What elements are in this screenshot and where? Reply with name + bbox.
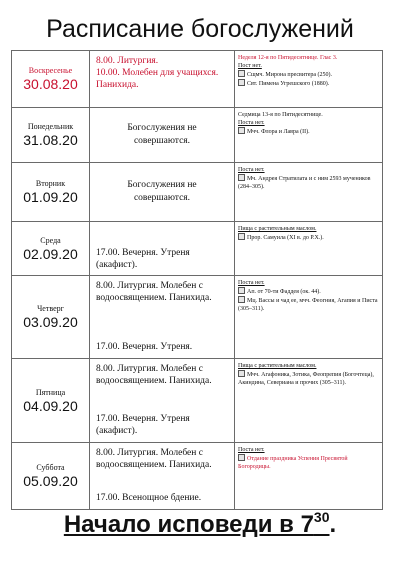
schedule-row <box>12 163 383 222</box>
day-date: 30.08.20 <box>23 76 78 92</box>
notes-cell <box>235 108 383 163</box>
schedule-row <box>12 359 383 443</box>
notes-cell <box>235 359 383 443</box>
confession-text: Начало исповеди в 7 <box>63 511 314 538</box>
day-name: Среда <box>40 235 61 245</box>
commemoration: Мчч. Агафоника, Зотика, Феопрепия (Богочтеца), Акиндина, Севериана и прочих (305–311). <box>238 372 374 386</box>
service-line: 17.00. Вечерня. Утреня. <box>96 342 193 352</box>
service-line: Богослужения не совершаются. <box>127 123 197 146</box>
services-cell <box>90 51 235 108</box>
service-line: 8.00. Литургия. <box>96 56 159 66</box>
confession-end: . <box>329 511 337 538</box>
day-name: Четверг <box>37 304 64 313</box>
service-line: 8.00. Литургия. Молебен с водоосвящением. Панихида. <box>96 281 212 303</box>
services-cell <box>90 163 235 222</box>
commemoration: Ап. от 70-ти Фаддея (ок. 44). <box>247 289 321 295</box>
day-date: 01.09.20 <box>23 189 78 205</box>
day-name: Воскресенье <box>28 66 73 75</box>
saint-icon <box>238 174 245 181</box>
day-date: 02.09.20 <box>23 245 78 262</box>
fast-note: Поста нет. <box>238 120 265 126</box>
notes-heading: Неделя 12-я по Пятидесятнице. Глас 3. <box>238 55 338 61</box>
schedule-row <box>12 443 383 510</box>
service-line: Богослужения не совершаются. <box>127 180 197 203</box>
notes-cell <box>235 222 383 276</box>
day-name: Пятница <box>35 387 66 397</box>
notes-heading: Пища с растительным маслом. <box>238 363 317 369</box>
day-cell <box>12 443 90 510</box>
notes-heading: Поста нет. <box>238 447 265 453</box>
day-date: 04.09.20 <box>23 397 78 414</box>
schedule-row <box>12 108 383 163</box>
saint-icon <box>238 370 245 377</box>
page-title: Расписание богослужений <box>46 15 354 43</box>
schedule-row <box>12 51 383 108</box>
service-line: 17.00. Вечерня. Утреня (акафист). <box>96 414 190 436</box>
service-line: 8.00. Литургия. Молебен с водоосвящением. Панихида. <box>96 448 212 470</box>
services-cell <box>90 108 235 163</box>
commemoration: Сщмч. Мирона пресвитера (250). <box>247 72 333 78</box>
day-date: 05.09.20 <box>23 473 78 489</box>
confession-minutes: 30 <box>313 509 330 525</box>
services-cell <box>90 359 235 443</box>
service-line: 17.00. Вечерня. Утреня (акафист). <box>96 248 190 270</box>
notes-cell <box>235 443 383 510</box>
saint-icon <box>238 233 245 240</box>
commemoration: Мц. Вассы и чад ее, мчч. Феогния, Агапия и Писта (305–311). <box>238 298 378 312</box>
day-cell <box>12 51 90 108</box>
commemoration: Свт. Пимена Угрешского (1880). <box>247 81 330 87</box>
schedule-table <box>11 50 383 510</box>
day-cell <box>12 359 90 443</box>
service-line: 8.00. Литургия. Молебен с водоосвящением. Панихида. <box>96 364 212 386</box>
saint-icon <box>238 79 245 86</box>
saint-icon <box>238 127 245 134</box>
day-name: Вторник <box>35 179 66 188</box>
services-cell <box>90 443 235 510</box>
day-cell <box>12 163 90 222</box>
saint-icon <box>238 296 245 303</box>
notes-cell <box>235 163 383 222</box>
day-date: 03.09.20 <box>23 314 78 330</box>
saint-icon <box>238 287 245 294</box>
commemoration: Отдание праздника Успения Пресвятой Богородицы. <box>238 456 348 470</box>
services-cell <box>90 276 235 359</box>
fast-note: Пост нет. <box>238 63 262 69</box>
saint-icon <box>238 70 245 77</box>
day-date: 31.08.20 <box>23 132 78 148</box>
day-name: Суббота <box>36 463 65 472</box>
day-cell <box>12 276 90 359</box>
day-cell <box>12 108 90 163</box>
schedule-row <box>12 222 383 276</box>
service-line: 17.00. Всенощное бдение. <box>96 493 202 503</box>
notes-cell <box>235 276 383 359</box>
day-name: Понедельник <box>27 122 74 131</box>
notes-heading: Седмица 13-я по Пятидесятнице. <box>238 112 323 118</box>
commemoration: Прор. Самуила (XI в. до Р.Х.). <box>247 235 324 241</box>
services-cell <box>90 222 235 276</box>
service-line: 10.00. Молебен для учащихся. Панихида. <box>96 68 219 90</box>
saint-icon <box>238 454 245 461</box>
day-cell <box>12 222 90 276</box>
schedule-row <box>12 276 383 359</box>
notes-heading: Поста нет. <box>238 280 265 286</box>
notes-heading: Пища с растительным маслом. <box>238 226 317 232</box>
notes-heading: Поста нет. <box>238 167 265 173</box>
notes-cell <box>235 51 383 108</box>
confession-notice <box>0 510 400 540</box>
commemoration: Мчч. Флора и Лавра (II). <box>247 129 310 135</box>
commemoration: Мч. Андрея Стратилата и с ним 2593 мучеников (284–305). <box>238 176 371 190</box>
